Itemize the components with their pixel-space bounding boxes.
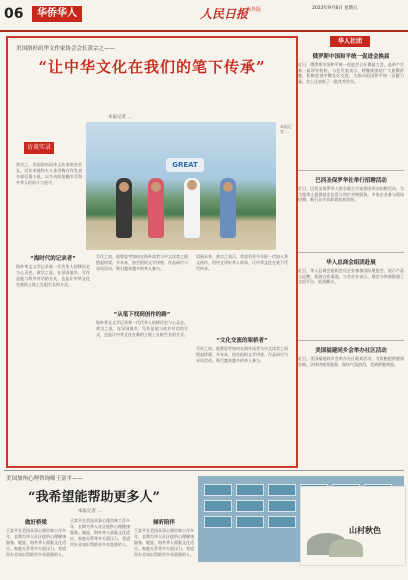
lead-story[interactable] xyxy=(6,36,298,468)
news-title[interactable]: 华人总商会组团赴展 xyxy=(326,260,376,266)
date-line: 2023年9月8日 星期五 xyxy=(312,6,358,11)
news-text: 近日，俄罗斯中国和平统一促进会召开换届大会，选举产生新一届领导机构。与会代表表示，将继续团结广大旅俄侨胞，积极促进中俄友好交流，为推动祖国和平统一贡献力量。会上还表彰了一批优秀会员。 xyxy=(298,62,404,84)
pond-tile xyxy=(268,500,296,512)
news-title[interactable]: 巴西圣保罗华社举行招聘活动 xyxy=(315,178,387,184)
person-head xyxy=(151,182,161,192)
lead-kicker: 美国洛杉矶华文作家协会会长黄宗之—— xyxy=(16,46,116,52)
masthead xyxy=(0,0,408,32)
pond-tile xyxy=(204,516,232,528)
news-text: 近日，华人总商会组织会员企业参加国际展览会，展示产品与品牌，拓展合作渠道。与会企业表示，展会为华商搭建了交流平台，收获颇丰。 xyxy=(298,268,404,285)
divider xyxy=(298,340,404,341)
lead-photo xyxy=(86,122,276,250)
lead-column-text: 海外华文文学记录着一代代华人的移民史与心灵史。黄宗之说，在异国他乡，写作是他与故乡对话的方式，也是让中华文化在新的土地上扎根生长的方式。 xyxy=(16,264,90,287)
person-head xyxy=(119,182,129,192)
bottom-subhead-1: 做好桥梁 xyxy=(24,520,47,526)
pond-tile xyxy=(204,484,232,496)
lead-subhead-2: “从笔下找到创作的路” xyxy=(113,312,171,318)
hill-shape xyxy=(329,539,363,557)
news-title[interactable]: 美国福建同乡会举办社区活动 xyxy=(315,348,387,354)
news-text: 近日，美国福建同乡会举办社区联欢活动，为侨胞提供健康咨询、法律讲座等服务，现场气氛热烈，受到侨胞欢迎。 xyxy=(298,356,404,367)
art-corner xyxy=(300,486,406,566)
lead-column-text: 写作之初，他曾思考如何在海外读者与中文读者之间搭起桥梁。多年来，协会组织文学讲座、作品研讨与采风活动，吸引越来越多的华人参与。 xyxy=(96,254,188,271)
person-head xyxy=(187,180,197,190)
logo-subtitle: 海外版 xyxy=(246,7,262,13)
art-title: 山村秋色 xyxy=(349,525,381,535)
right-section-label: 华人社团 xyxy=(330,36,370,47)
pond-tile xyxy=(204,500,232,512)
page-number: 06 xyxy=(4,6,24,22)
section-divider xyxy=(4,470,404,471)
pond-tile xyxy=(268,484,296,496)
bottom-headline[interactable]: “我希望能帮助更多人” xyxy=(28,490,160,505)
bottom-text: 王富平在美国从事心理咨询工作多年，长期为华人社区提供心理健康服务。她说，海外华人面临文化适应、家庭关系等多方面压力，希望用专业知识帮助更多有需要的人。 xyxy=(70,518,130,547)
newspaper-logo: 人民日报 xyxy=(200,7,249,21)
lead-column-text: 写作之初，他曾思考如何在海外读者与中文读者之间搭起桥梁。多年来，协会组织文学讲座、作品研讨与采风活动，吸引越来越多的华人参与。 xyxy=(196,346,288,363)
pond-tile xyxy=(236,484,264,496)
person-head xyxy=(223,182,233,192)
lead-column-text: 谈到未来，黄宗之表示，希望有更多年轻一代加入华文创作，用中文讲好华人故事，让中华文化在笔下代代传承。 xyxy=(196,254,288,271)
lead-column-text: 海外华文文学记录着一代代华人的移民史与心灵史。黄宗之说，在异国他乡，写作是他与故乡对话的方式，也是让中华文化在新的土地上扎根生长的方式。 xyxy=(96,320,188,337)
bottom-byline: 本报记者 … xyxy=(78,509,102,514)
section-label: 华侨华人 xyxy=(32,6,82,22)
photo-sign: GREAT xyxy=(166,158,204,172)
lead-byline: 本报记者 … xyxy=(108,115,132,120)
bottom-text: 王富平在美国从事心理咨询工作多年，长期为华人社区提供心理健康服务。她说，海外华人面临文化适应、家庭关系等多方面压力，希望用专业知识帮助更多有需要的人。 xyxy=(6,528,66,557)
pond-tile xyxy=(236,500,264,512)
pond-tile xyxy=(236,516,264,528)
lead-headline: “让中华文化在我们的笔下传承” xyxy=(38,58,266,76)
pond-tile xyxy=(268,516,296,528)
photo-caption: 本报记者 … xyxy=(280,124,292,134)
bottom-kicker: 美国加州心理咨询师王富平—— xyxy=(6,476,84,482)
divider xyxy=(298,170,404,171)
news-text: 近日，巴西圣保罗华人协会联合多家侨团举办招聘活动，为当地华人提供就业信息与岗位对接服务。多家企业参与现场招聘，吸引众多求职者前来咨询。 xyxy=(298,186,404,203)
divider xyxy=(298,252,404,253)
right-column xyxy=(298,36,404,464)
lead-subhead-3: “文化交流的架桥者” xyxy=(216,338,268,344)
bottom-text: 王富平在美国从事心理咨询工作多年，长期为华人社区提供心理健康服务。她说，海外华人面临文化适应、家庭关系等多方面压力，希望用专业知识帮助更多有需要的人。 xyxy=(134,528,194,557)
bottom-subhead-2: 倾听陪伴 xyxy=(152,520,175,526)
news-title[interactable]: 俄罗斯中国和平统一促进会换届 xyxy=(312,54,390,60)
lead-subhead-1: “海时代的记录者” xyxy=(30,256,76,262)
lead-intro-text: 黄宗之，美国洛杉矶华文作家协会会长。近年来他和夫人朱雪梅合作发表多部长篇小说，以生动的笔触书写海外华人的奋斗与坚守。 xyxy=(16,162,82,185)
interview-tag: 访谈实录 xyxy=(24,142,54,154)
